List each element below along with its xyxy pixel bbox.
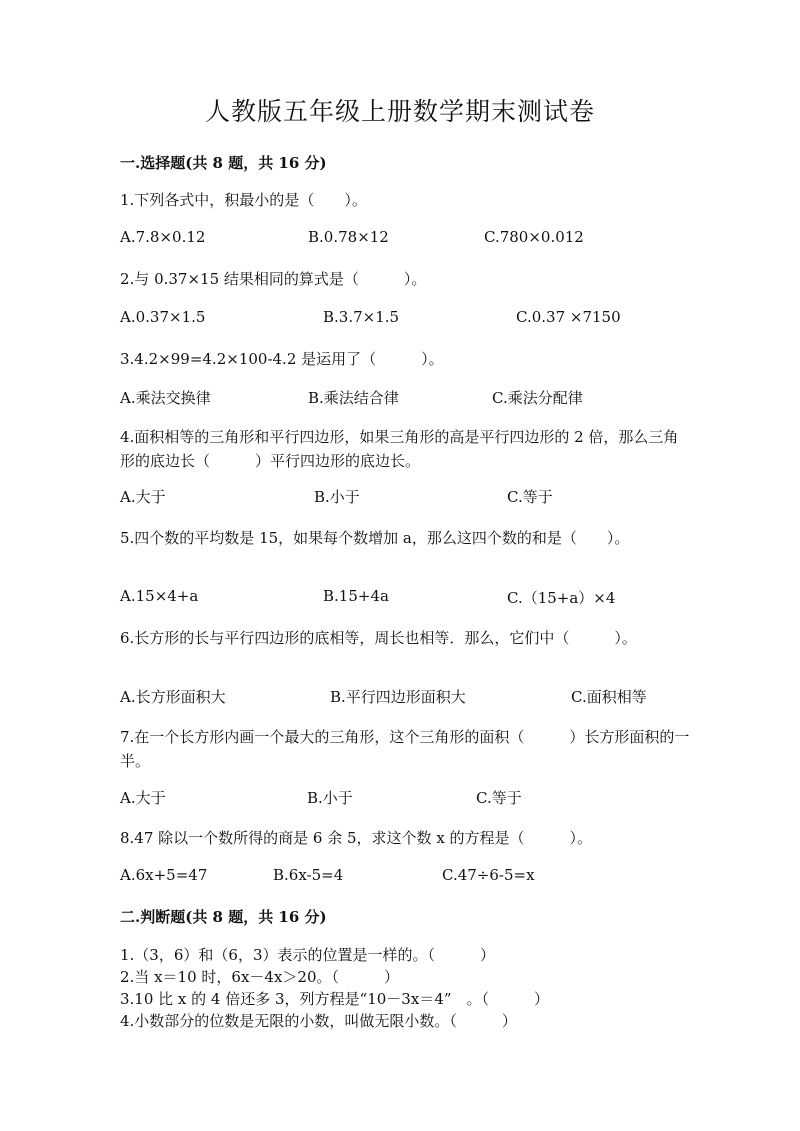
option-5a: A.15×4+a (120, 587, 199, 605)
judge-item-4: 4.小数部分的位数是无限的小数，叫做无限小数。（ ） (120, 1012, 517, 1030)
question-6: 6.长方形的长与平行四边形的底相等，周长也相等．那么，它们中（ ）。 (120, 629, 637, 647)
option-4c: C.等于 (507, 488, 553, 506)
option-8b: B.6x-5=4 (273, 866, 344, 884)
option-8c: C.47÷6-5=x (442, 866, 535, 884)
option-3c: C.乘法分配律 (492, 389, 583, 407)
option-2a: A.0.37×1.5 (120, 308, 206, 326)
question-4: 4.面积相等的三角形和平行四边形，如果三角形的高是平行四边形的 2 倍，那么三角形的底边长（ ）平行四边形的底边长。 (120, 428, 679, 470)
option-2b: B.3.7×1.5 (323, 308, 400, 326)
section-heading-judge: 二.判断题(共 8 题，共 16 分) (120, 908, 327, 926)
judge-item-3: 3.10 比 x 的 4 倍还多 3，列方程是“10－3x＝4” 。（ ） (120, 990, 550, 1008)
option-3b: B.乘法结合律 (308, 389, 399, 407)
question-3: 3.4.2×99=4.2×100-4.2 是运用了（ ）。 (120, 350, 444, 368)
option-5b: B.15+4a (323, 587, 389, 605)
section-heading-choice: 一.选择题(共 8 题，共 16 分) (120, 154, 327, 172)
judge-item-1: 1.（3，6）和（6，3）表示的位置是一样的。（ ） (120, 946, 495, 964)
question-2: 2.与 0.37×15 结果相同的算式是（ ）。 (120, 270, 427, 288)
option-1b: B.0.78×12 (308, 228, 389, 246)
option-8a: A.6x+5=47 (120, 866, 208, 884)
option-4a: A.大于 (120, 488, 166, 506)
option-4b: B.小于 (314, 488, 360, 506)
option-3a: A.乘法交换律 (120, 389, 211, 407)
question-8: 8.47 除以一个数所得的商是 6 余 5，求这个数 x 的方程是（ ）。 (120, 829, 593, 847)
option-1c: C.780×0.012 (484, 228, 584, 246)
question-1: 1.下列各式中，积最小的是（ ）。 (120, 191, 367, 209)
option-6a: A.长方形面积大 (120, 688, 226, 706)
option-2c: C.0.37 ×7150 (516, 308, 621, 326)
option-7b: B.小于 (307, 789, 353, 807)
option-5c: C.（15+a）×4 (507, 589, 616, 607)
option-1a: A.7.8×0.12 (120, 228, 206, 246)
option-6c: C.面积相等 (571, 688, 647, 706)
page-title: 人教版五年级上册数学期末测试卷 (204, 97, 595, 126)
option-7c: C.等于 (476, 789, 522, 807)
option-6b: B.平行四边形面积大 (330, 688, 466, 706)
question-5: 5.四个数的平均数是 15，如果每个数增加 a，那么这四个数的和是（ ）。 (120, 529, 630, 547)
option-7a: A.大于 (120, 789, 166, 807)
question-7: 7.在一个长方形内画一个最大的三角形，这个三角形的面积（ ）长方形面积的一半。 (120, 728, 690, 770)
judge-item-2: 2.当 x＝10 时，6x－4x＞20。（ ） (120, 968, 399, 986)
